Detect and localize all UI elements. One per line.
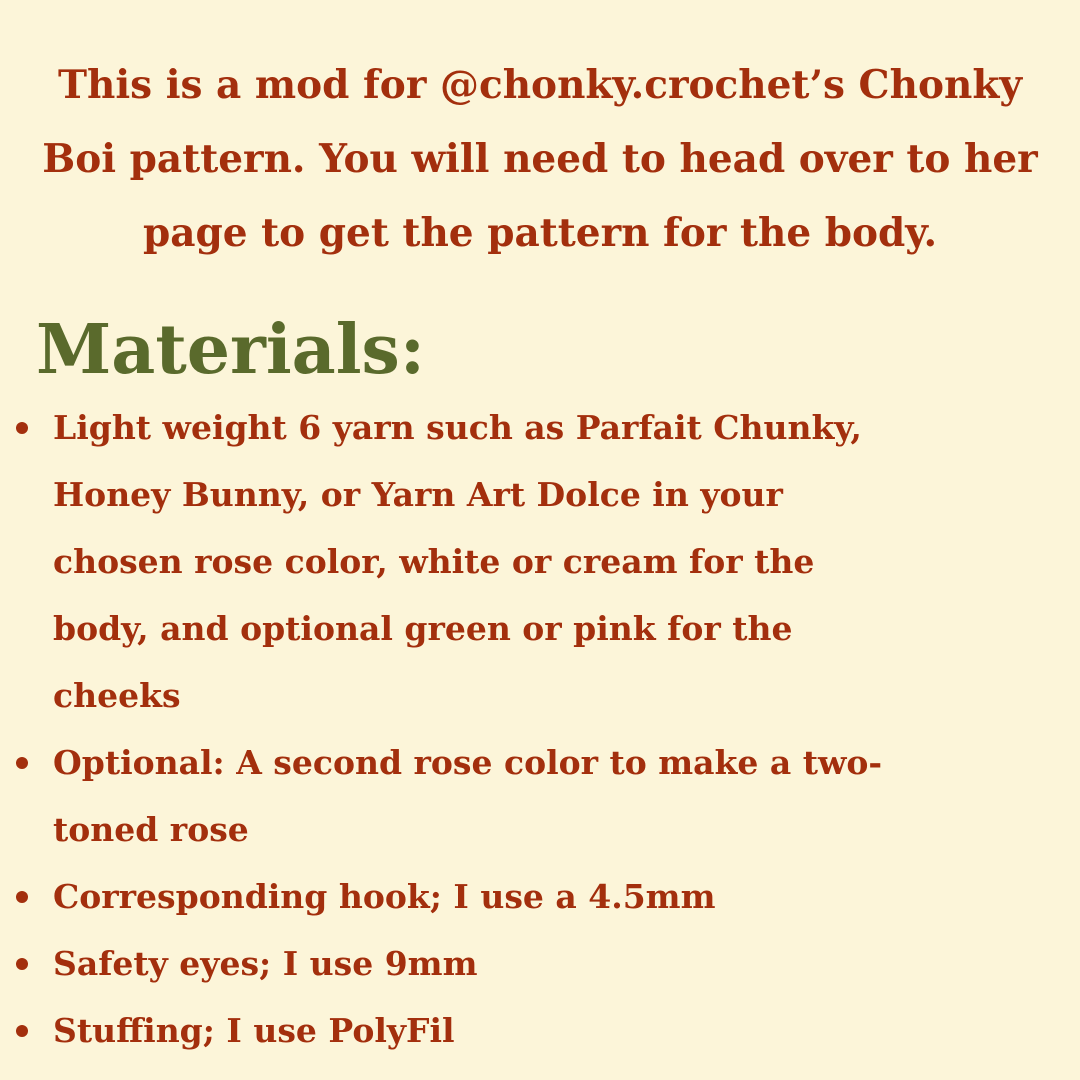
list-item (0, 930, 1080, 997)
list-item-line: Stuffing; I use PolyFil (53, 1011, 455, 1050)
list-item-line: Light weight 6 yarn such as Parfait Chunky, (53, 408, 862, 447)
intro-paragraph (0, 48, 1080, 270)
list-item-line: chosen rose color, white or cream for the (53, 542, 815, 581)
list-item-line: toned rose (53, 810, 249, 849)
bullet-icon (16, 891, 28, 903)
list-item (0, 997, 1080, 1064)
list-item-line: cheeks (53, 676, 181, 715)
list-item-line: Corresponding hook; I use a 4.5mm (53, 877, 716, 916)
list-item (0, 394, 1080, 729)
bullet-icon (16, 422, 28, 434)
list-item-line: Optional: A second rose color to make a two- (53, 743, 883, 782)
bullet-icon (16, 958, 28, 970)
intro-line: This is a mod for @chonky.crochet’s Chonky (57, 62, 1022, 108)
list-item (0, 729, 1080, 863)
bullet-icon (16, 757, 28, 769)
materials-heading: Materials: (36, 310, 425, 390)
intro-line: Boi pattern. You will need to head over to her (42, 136, 1038, 182)
bullet-icon (16, 1025, 28, 1037)
list-item (0, 863, 1080, 930)
materials-list (0, 394, 1080, 1064)
list-item-line: body, and optional green or pink for the (53, 609, 793, 648)
list-item-line: Honey Bunny, or Yarn Art Dolce in your (53, 475, 783, 514)
intro-line: page to get the pattern for the body. (142, 210, 938, 256)
list-item-line: Safety eyes; I use 9mm (53, 944, 478, 983)
